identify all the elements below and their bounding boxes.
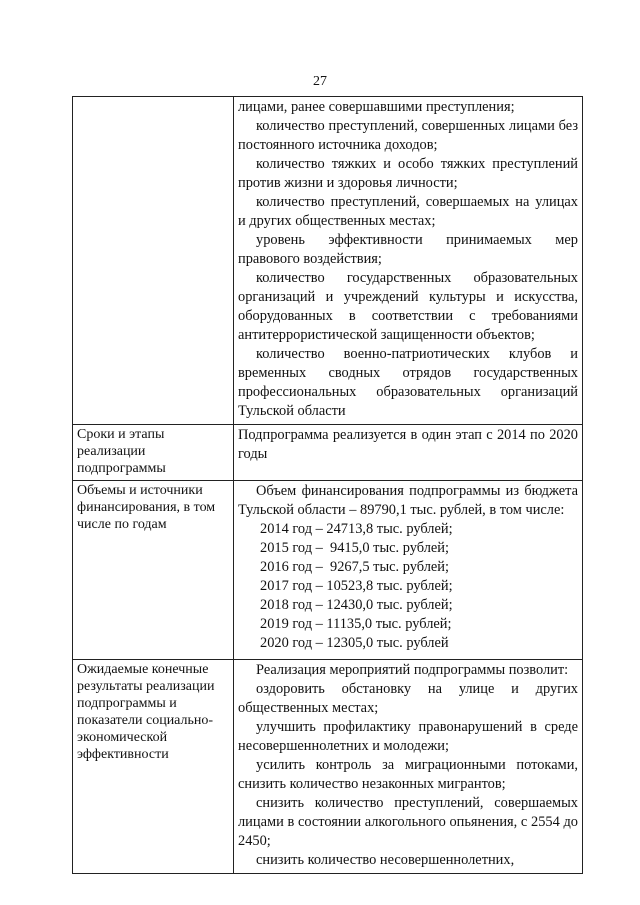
row-label-financing: Объемы и источники финансирования, в том числе по годам xyxy=(73,481,234,660)
financing-year-line: 2016 год – 9267,5 тыс. рублей; xyxy=(260,559,449,575)
result-paragraph: усилить контроль за миграционными потоками, снизить количество незаконных мигрантов; xyxy=(238,757,578,792)
indicator-paragraph: количество государственных образовательных организаций и учреждений культуры и искусства, оборудованных в соответствии с требованиями антитеррористической защищенности объектов; xyxy=(238,270,578,343)
indicators-content xyxy=(234,97,583,425)
indicator-paragraph: количество преступлений, совершаемых на улицах и других общественных местах; xyxy=(238,194,578,229)
financing-year-line: 2014 год – 24713,8 тыс. рублей; xyxy=(260,521,453,537)
financing-year-line: 2020 год – 12305,0 тыс. рублей xyxy=(260,635,449,651)
timeline-content xyxy=(234,425,583,481)
indicator-paragraph: уровень эффективности принимаемых мер правового воздействия; xyxy=(238,232,578,267)
table-row-timeline xyxy=(73,425,583,481)
result-paragraph: Реализация мероприятий подпрограммы позволит: xyxy=(256,662,569,678)
financing-year-line: 2018 год – 12430,0 тыс. рублей; xyxy=(260,597,453,613)
row-label-timeline: Сроки и этапы реализации подпрограммы xyxy=(73,425,234,481)
row-label-results: Ожидаемые конечные результаты реализации подпрограммы и показатели социально-экономической эффективности xyxy=(73,660,234,874)
financing-year-line: 2019 год – 11135,0 тыс. рублей; xyxy=(260,616,452,632)
result-paragraph: улучшить профилактику правонарушений в среде несовершеннолетних и молодежи; xyxy=(238,719,578,754)
result-paragraph: снизить количество преступлений, совершаемых лицами в состоянии алкогольного опьянения, с 2554 до 2450; xyxy=(238,795,578,849)
result-paragraph: оздоровить обстановку на улице и других общественных местах; xyxy=(238,681,578,716)
indicator-paragraph: количество военно-патриотических клубов и временных сводных отрядов государственных профессиональных образовательных организаций Тульской области xyxy=(238,346,578,419)
indicator-paragraph: лицами, ранее совершавшими преступления; xyxy=(238,99,515,115)
row-label-empty xyxy=(73,97,234,425)
page-number: 27 xyxy=(313,74,327,89)
table-row-indicators xyxy=(73,97,583,425)
results-content xyxy=(234,660,583,874)
timeline-paragraph: Подпрограмма реализуется в один этап с 2014 по 2020 годы xyxy=(238,427,578,462)
result-paragraph: снизить количество несовершеннолетних, xyxy=(256,852,515,868)
financing-intro: Объем финансирования подпрограммы из бюджета Тульской области – 89790,1 тыс. рублей, в том числе: xyxy=(238,483,578,518)
table-row-results xyxy=(73,660,583,874)
indicator-paragraph: количество преступлений, совершенных лицами без постоянного источника доходов; xyxy=(238,118,578,153)
financing-content xyxy=(234,481,583,660)
subprogram-passport-table xyxy=(72,96,583,874)
table-row-financing xyxy=(73,481,583,660)
financing-year-line: 2015 год – 9415,0 тыс. рублей; xyxy=(260,540,449,556)
financing-year-line: 2017 год – 10523,8 тыс. рублей; xyxy=(260,578,453,594)
indicator-paragraph: количество тяжких и особо тяжких преступлений против жизни и здоровья личности; xyxy=(238,156,578,191)
